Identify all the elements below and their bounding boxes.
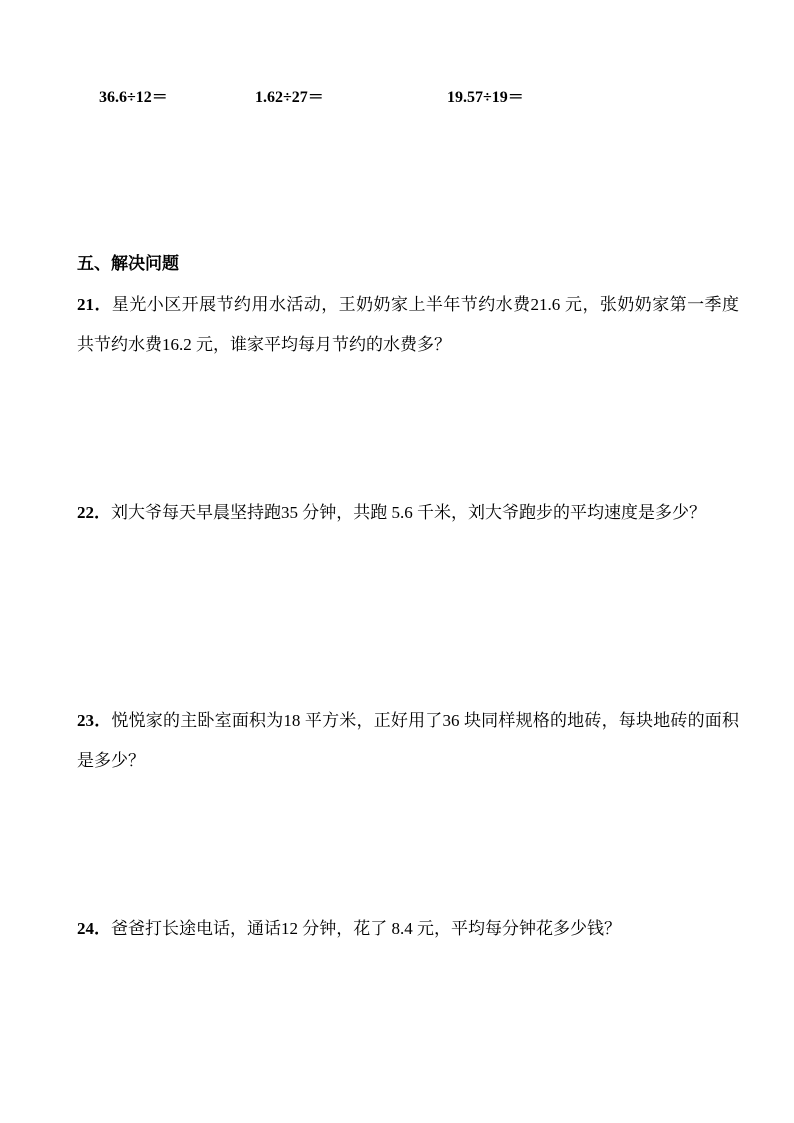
calculation-item: 19.57÷19＝ [447, 89, 524, 106]
question-text: 悦悦家的主卧室面积为18 平方米，正好用了36 块同样规格的地砖，每块地砖的面积是多少？ [77, 711, 739, 770]
calculation-item: 36.6÷12＝ [99, 89, 168, 106]
question-text: 星光小区开展节约用水活动，王奶奶家上半年节约水费21.6 元，张奶奶家第一季度共节约水费16.2 元，谁家平均每月节约的水费多？ [77, 295, 740, 354]
question-number: 22． [77, 503, 111, 522]
question-text: 爸爸打长途电话，通话12 分钟，花了 8.4 元，平均每分钟花多少钱？ [111, 919, 621, 938]
question-item [77, 493, 739, 533]
question-item [77, 285, 739, 365]
section-title: 五、解决问题 [77, 254, 179, 274]
question-item [77, 909, 739, 949]
calculation-item: 1.62÷27＝ [255, 89, 324, 106]
question-item [77, 701, 739, 781]
question-number: 23． [77, 711, 112, 730]
question-number: 21． [77, 295, 112, 314]
question-text: 刘大爷每天早晨坚持跑35 分钟，共跑 5.6 千米，刘大爷跑步的平均速度是多少？ [111, 503, 706, 522]
question-number: 24． [77, 919, 111, 938]
calculation-row [0, 86, 794, 110]
